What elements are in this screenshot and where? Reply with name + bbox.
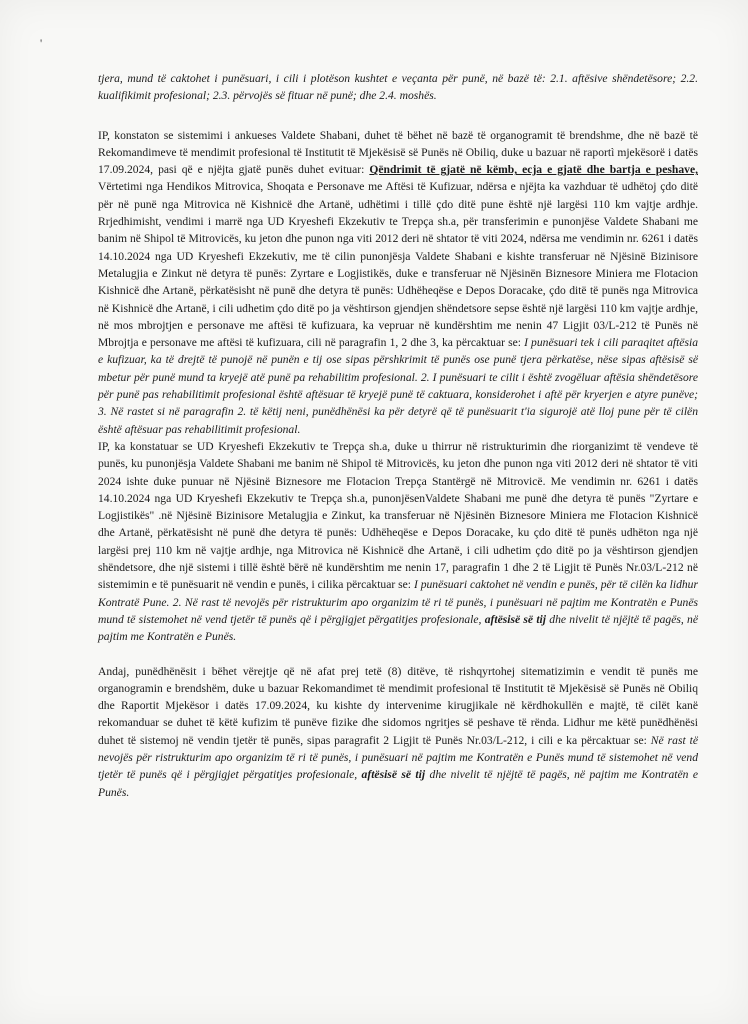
paragraph-2-text: IP, konstaton se sistemimi i ankueses Valdete Shabani, duhet të bëhet në bazë të organogramit të brendshme, dhe në bazë të Rekomandimeve të mendimit profesional të Institutit të Mjekësisë së Punës në Obiliq, duke u bazuar në raportì mjekësorë i datës 17.09.2024, pasi që e njëjta gjatë punës duhet evituar:: [98, 128, 698, 177]
paragraph-3-text: IP, ka konstatuar se UD Kryeshefi Ekzekutiv te Trepça sh.a, duke u thirrur në ristrukturimin dhe riorganizimt të vendeve të punës, ku punonjësja Valdete Shabani me banim në Shipol të Mitrovicës, ku jeton dhe punon nga viti 2012 deri në shtator të viti 2024 ishte duke punuar në Njësinë Biznesore me Flotacion Trepça Stantërgë në Mitrovicë. Me vendimin nr. 6261 i datës 14.10.2024 nga UD Kryeshefi Ekzekutiv te Trepça sh.a, punonjësenValdete Shabani me punë dhe detyra të punës "Zyrtare e Logjistikës" .në Njësinë Bizinisore Metalugjia e Zinkut, ka transferuar në Njësinën Biznesore Miniera me Flotacion Kishnicë dhe Artanë, përkatësisht në punë dhe detyra të punës: Udhëheqëse e Depos Doracake, ku çdo ditë të punës udhëton nga një largësi prej 110 km në vajtje ardhje, nga Mitrovica në Kishnicë dhe Artanë, i cili udhetim çdo ditë po ja vështirson gjendjen shëndetsore, dhe një sistemi i tillë është bërë në kundërshtim me nenin 17, paragrafin 1 dhe 2 të Ligjit të Punës Nr.03/L-212 në sistemimin e të punësuarit në vendin e punës, i cilika përcaktuar se:: [98, 439, 698, 592]
paragraph-1: tjera, mund të caktohet i punësuari, i cili i plotëson kushtet e veçanta për punë, në bazë të: 2.1. aftësive shëndetësore; 2.2. kualifikimit profesional; 2.3. përvojës së fituar në punë; dhe 2.4. moshës.: [98, 72, 698, 103]
paragraph-4-emphasis: aftësisë së tij: [361, 768, 426, 782]
paragraph-2-emphasis: Qëndrimit të gjatë në këmb, ecja e gjatë dhe bartja e peshave,: [369, 163, 698, 177]
paragraph-3: [98, 438, 698, 646]
corner-mark: ': [40, 36, 43, 50]
paragraph-2: [98, 127, 698, 438]
paragraph-4-text: Andaj, punëdhënësit i bëhet vërejtje që në afat prej tetë (8) ditëve, të rishqyrtohej sitematizimin e vendit të punës me organogramin e brendshëm, duke u bazuar Rekomandimet të mendimit profesional të Institutit të Mjekësisë së Punës në Obiliq dhe Raportit Mjekësor i datës 17.09.2024, ku kishte dy intervenime kirugjikale në kërdhokullën e majtë, të cilët kanë rekomanduar se duhet të këtë kufizim të punëve fizike dhe sidomos ngritjes së peshave të rënda. Lidhur me këtë punëdhënësi duhet të sistemoj në vendin tjetër të punës, sipas paragrafit 2 Ligjit të Punës Nr.03/L-212, i cili e ka përcaktuar se:: [98, 664, 698, 747]
paragraph-2-body: Vërtetimi nga Hendikos Mitrovica, Shoqata e Personave me Aftësi të Kufizuar, ndërsa e njëjta ka vazhduar të udhëtoj çdo ditë për në punë nga Mitrovica në Kishnicë dhe Artanë, udhëtimi i tillë çdo ditë pune është një largësi 110 km vajtje ardhje. Rrjedhimisht, vendimi i marrë nga UD Kryeshefi Ekzekutiv te Trepça sh.a, për transferimin e punonjëse Valdete Shabani me banim në Shipol të Mitrovicës, ku jeton dhe punon nga viti 2012 deri në shtator të viti 2024, ndërsa me vendimin nr. 6261 i datës 14.10.2024 nga UD Kryeshefi Ekzekutiv, me të cilin punonjësja Valdete Shabani e kishte transferuar në Njësinë Bizinisore Metalugjia e Zinkut në detyra të punës: Zyrtare e Logjistikës, duke e transferuar në Njësinën Biznesore Miniera me Flotacion Kishnicë dhe Artanë, përkatësisht në punë dhe detyra të punës: Udhëheqëse e Depos Doracake, çdo ditë të punës nga Mitrovica në Kishnicë dhe Artanë, i cili udhetim çdo ditë po ja vështirson gjendjen shëndetsore sepse është një largësi 110 km vajtje ardhje, në mos mbrojtjen e personave me aftësi të kufizuara, ka vepruar në kundërshtim me nenin 47 Ligjit 03/L-212 të Punës në Mbrojtja e personave me aftësi të kufizuara, cili në paragrafin 1, 2 dhe 3, ka përcaktuar se:: [98, 180, 698, 350]
paragraph-4-quote-end: dhe nivelit të njëjtë të pagës, në pajtim me Kontratën e Punës.: [98, 768, 698, 799]
paragraph-3-quote: I punësuari caktohet në vendin e punës, për të cilën ka lidhur Kontratë Pune. 2. Në rast të nevojës për ristrukturim apo organizim të ri të punës, i punësuari në pajtim me Kontratën e Punës mund të sistemohet në vend tjetër të punës që i përgjigjet përgatitjes profesionale,: [98, 578, 698, 626]
paragraph-4: [98, 663, 698, 801]
paragraph-4-quote: Në rast të nevojës për ristrukturim apo organizim të ri të punës, i punësuari në pajtim me Kontratën e Punës mund të sistemohet në vend tjetër të punës që i përgjigjet përgatitjes profesionale,: [98, 733, 698, 782]
paragraph-2-quote: I punësuari tek i cili paraqitet aftësia e kufizuar, ka të drejtë të punojë në punën e tij ose sipas përshkrimit të punës ose punë tjera përkatëse, nëse sipas aftësisë së mbetur për punë mund ta kryejë atë punë pa rehabilitim profesional. 2. I punësuari te cilit i është zvogëluar aftësia shëndetësore për punë pas rehabilitimit profesional është aftësuar të kryejë punë të caktuara, konsiderohet i aftë për kryerjen e atyre punëve; 3. Në rastet si në paragrafin 2. të këtij neni, punëdhënësi ka për detyrë që të punësuarit t'ia sigurojë atë lloj pune për të cilën është aftësuar pas rehabilitimit profesional.: [98, 336, 698, 436]
document-body: [98, 70, 698, 801]
paragraph-3-quote-end: dhe nivelit të njëjtë të pagës, në pajtim me Kontratën e Punës.: [98, 612, 698, 644]
paragraph-3-emphasis: aftësisë së tij: [484, 612, 546, 626]
